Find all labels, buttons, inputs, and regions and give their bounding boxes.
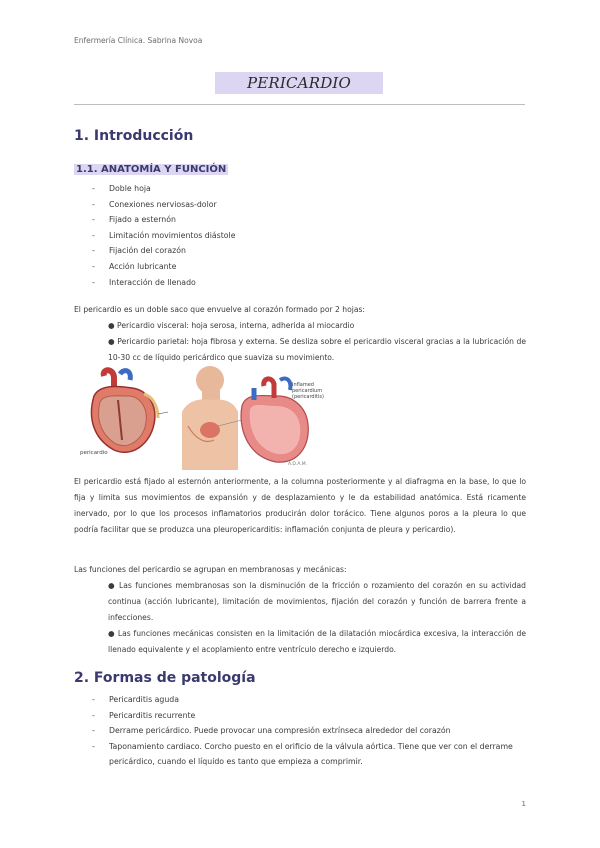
list-item: - Interacción de llenado [92, 275, 236, 291]
anatomy-bullet-list [92, 181, 236, 290]
list-item: - Pericarditis recurrente [92, 708, 526, 724]
bullet-dash: - [92, 215, 95, 225]
list-item: - Fijación del corazón [92, 243, 236, 259]
bullet-dash: - [92, 726, 95, 736]
page-title: PERICARDIO [246, 74, 352, 92]
paragraph-fijacion: El pericardio está fijado al esternón anteriormente, a la columna posteriormente y al diafragma en la base, lo que lo fija y limita sus movimientos de expansión y de desplazamiento y le da estabilidad anatómica. Está ricamente inervado, por lo que los procesos inflamatorios producirán dolor torácico. Tiene algunos poros a la pleura lo que podría facilitar que se produzca una pleuropericarditis: inflamación conjunta de pleura y pericardio). [74, 477, 526, 534]
sub-pericardio-visceral: ● Pericardio visceral: hoja serosa, interna, adherida al miocardio [108, 321, 355, 330]
bullet-dash: - [92, 246, 95, 256]
heart-section-icon [74, 366, 170, 462]
bullet-dash: - [92, 199, 95, 209]
bullet-dash: - [92, 710, 95, 720]
header-note: Enfermería Clínica. Sabrina Novoa [74, 36, 203, 45]
image-credit: A.D.A.M. [288, 462, 308, 467]
image-label-left: pericardio [80, 450, 108, 456]
list-item: - Derrame pericárdico. Puede provocar una compresión extrínseca alrededor del corazón [92, 723, 526, 739]
list-item: - Limitación movimientos diástole [92, 228, 236, 244]
list-item: - Doble hoja [92, 181, 236, 197]
page-number: 1 [521, 800, 526, 808]
paragraph-funciones: Las funciones del pericardio se agrupan en membranosas y mecánicas: [74, 565, 347, 574]
heart-section-illustration [74, 366, 170, 462]
bullet-dash: - [92, 695, 95, 704]
paragraph-doble-saco: El pericardio es un doble saco que envuelve al corazón formado por 2 hojas: [74, 305, 365, 314]
title-divider [74, 104, 525, 105]
title-highlight [215, 72, 383, 94]
sub-pericardio-parietal: ● Pericardio parietal: hoja fibrosa y externa. Se desliza sobre el pericardio visceral gracias a la lubricación de 10-30 cc de líquido pericárdico que suaviza su movimiento. [108, 337, 526, 362]
list-item: - Fijado a esternón [92, 212, 236, 228]
section-1-heading: 1. Introducción [74, 128, 194, 144]
bullet-dash: - [92, 230, 95, 240]
pericarditis-illustration [180, 366, 324, 470]
list-item: - Acción lubricante [92, 259, 236, 275]
sub-funciones-membranosas: ● Las funciones membranosas son la disminución de la fricción o rozamiento del corazón en su actividad continua (acción lubricante), limitación de movimientos, fijación del corazón y función de barrera frente a infecciones. [108, 581, 526, 622]
bullet-dash: - [92, 277, 95, 287]
section-2-heading: 2. Formas de patología [74, 670, 256, 686]
bullet-dash: - [92, 261, 95, 271]
pathology-bullet-list [92, 692, 526, 770]
list-item: - Conexiones nerviosas-dolor [92, 197, 236, 213]
image-label-right: Inflamed pericardium (pericarditis) [292, 382, 324, 400]
sub-funciones-mecanicas: ● Las funciones mecánicas consisten en la limitación de la dilatación miocárdica excesiva, la interacción de llenado equivalente y el acoplamiento entre ventrículo derecho e izquierdo. [108, 629, 526, 654]
bullet-dash: - [92, 184, 95, 193]
list-item: - Pericarditis aguda [92, 692, 526, 708]
subheading-text: 1.1. ANATOMÍA Y FUNCIÓN [76, 164, 227, 175]
list-item: - Taponamiento cardiaco. Corcho puesto en el orificio de la válvula aórtica. Tiene que ver con el derrame pericárdico, cuando el líquido es tanto que empieza a comprimir. [92, 739, 526, 770]
bullet-dash: - [92, 741, 95, 751]
section-1-1-heading [74, 164, 228, 175]
